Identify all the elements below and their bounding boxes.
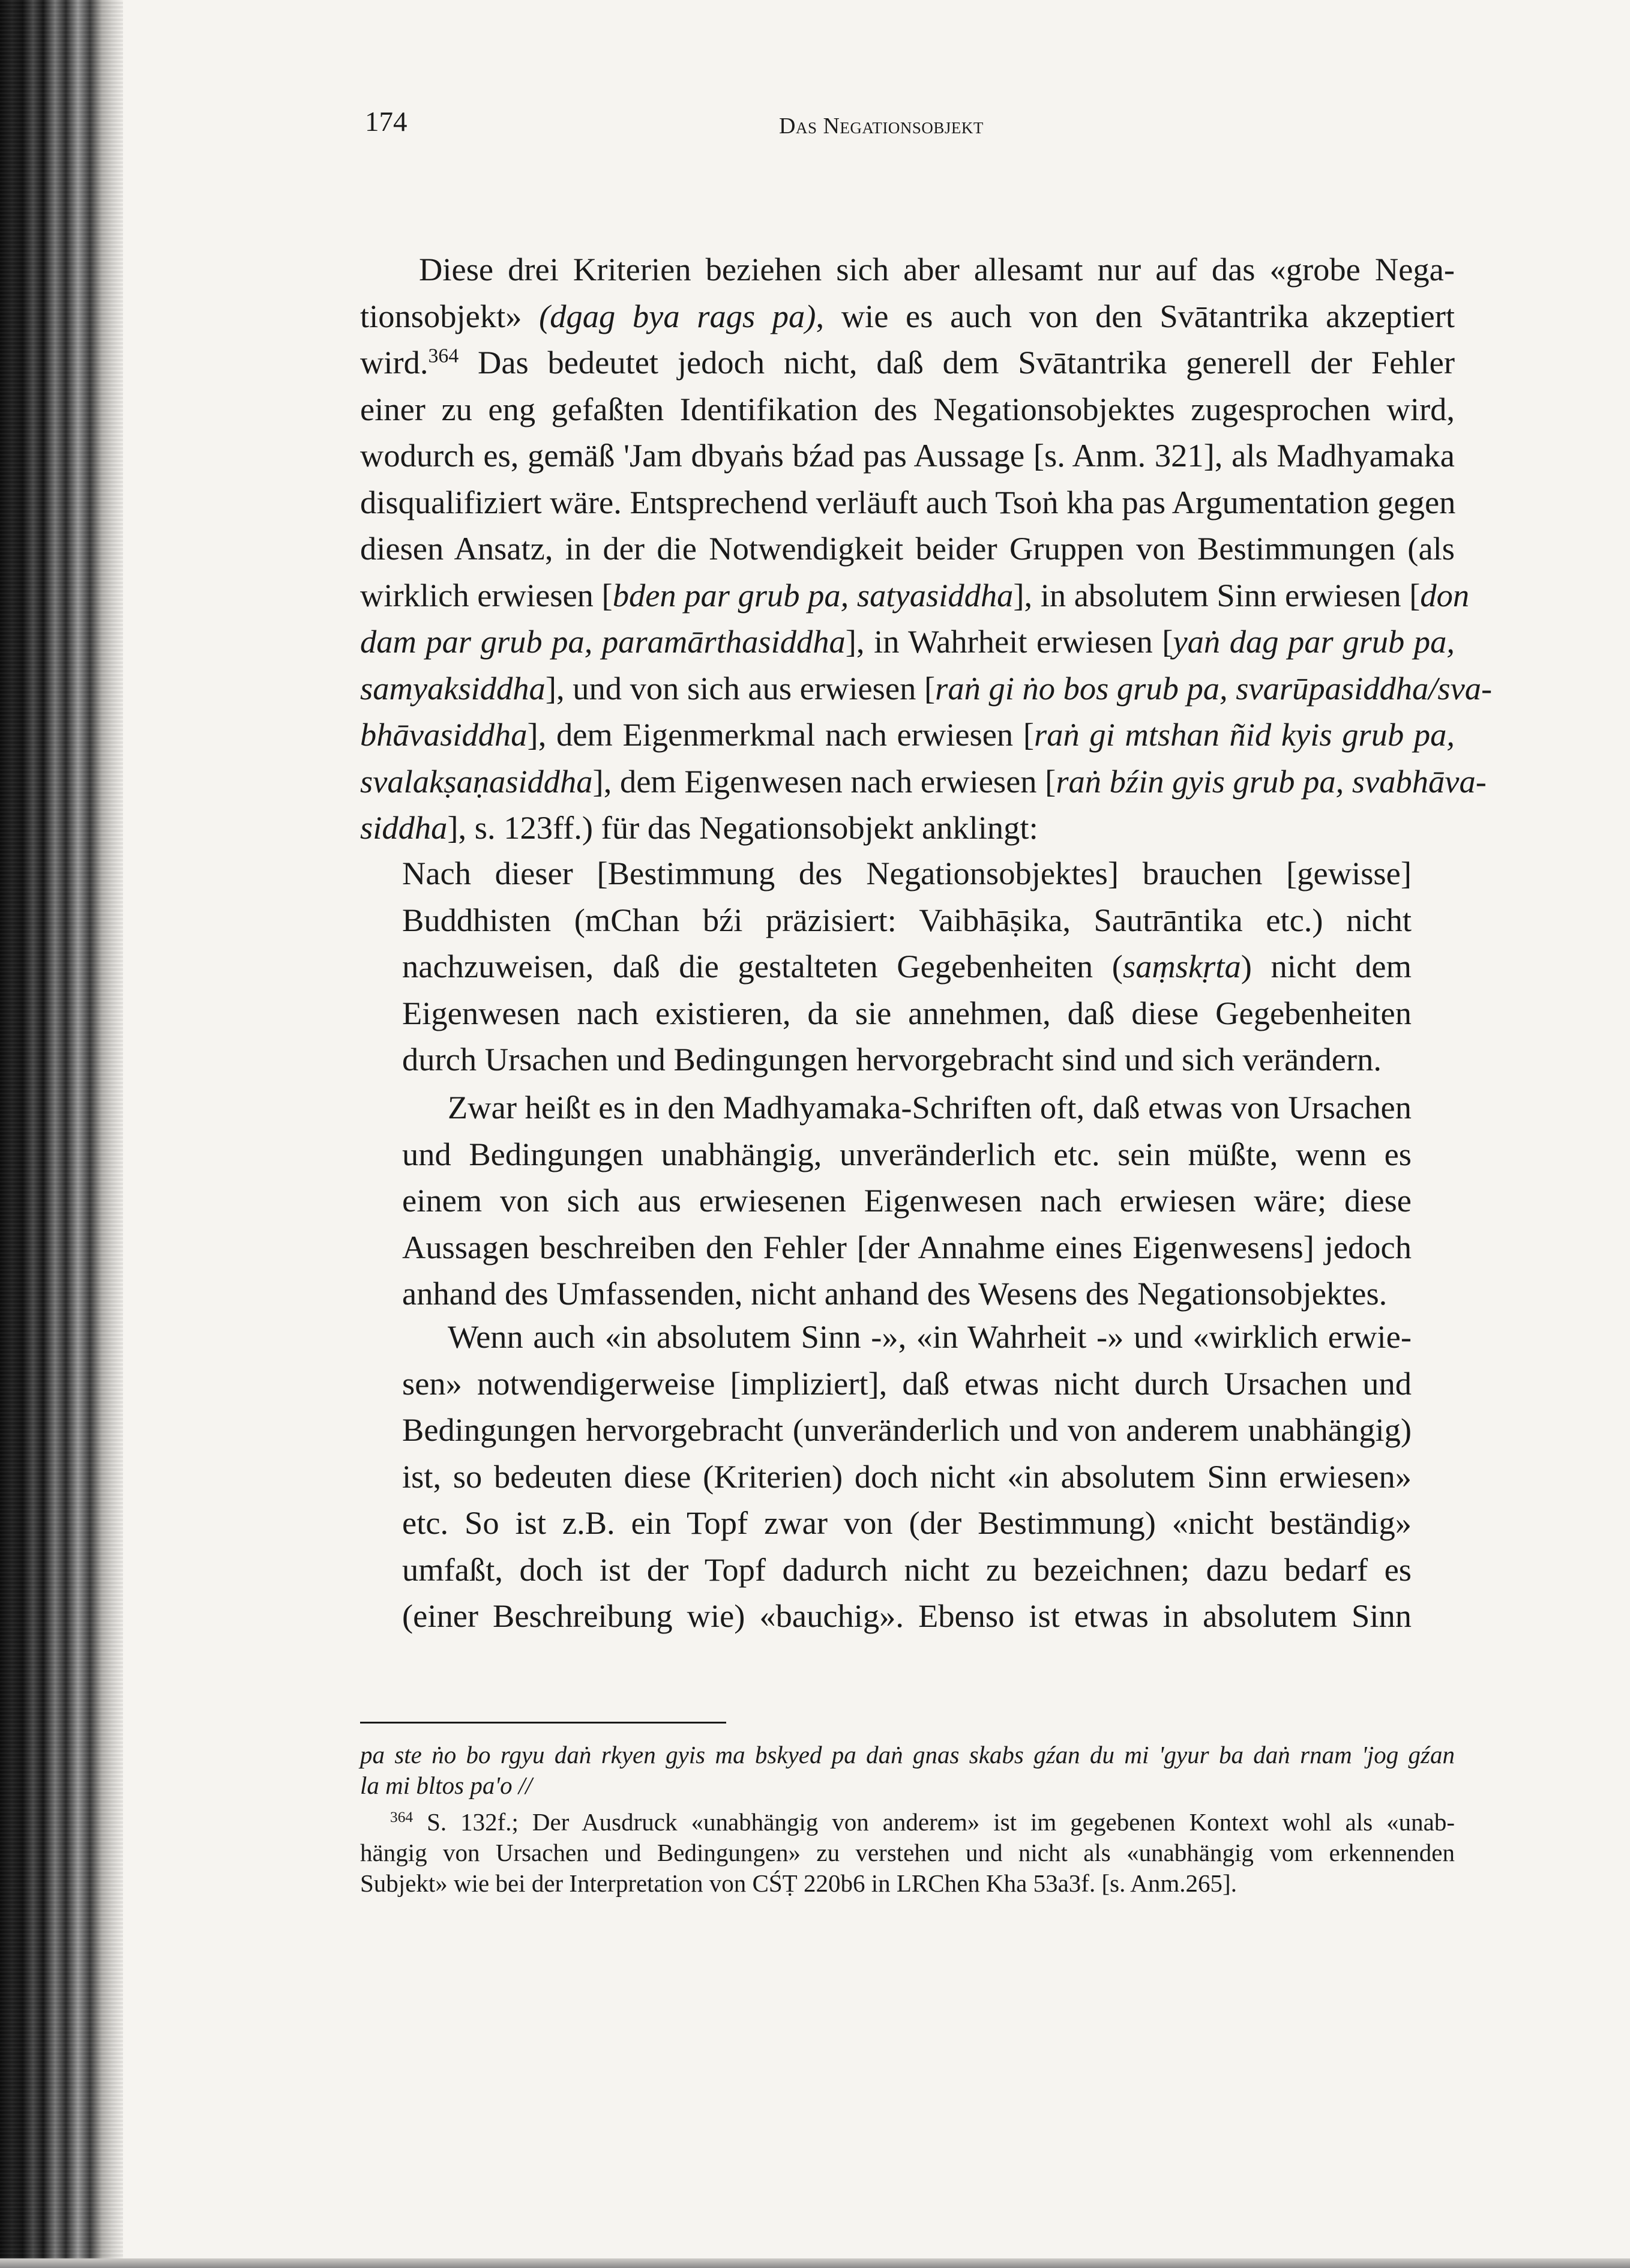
quote-line: durch Ursachen und Bedingungen hervorgebracht sind und sich verändern. <box>402 1041 1382 1078</box>
quote-line: sen» notwendigerweise [impliziert], daß etwas nicht durch Ursachen und <box>402 1365 1412 1402</box>
text-line: wirklich erwiesen [bden par grub pa, satyasiddha], in absolutem Sinn erwiesen [don <box>360 576 1470 614</box>
binding-shadow <box>0 0 123 2268</box>
quote-line: und Bedingungen unabhängig, unveränderlich etc. sein müßte, wenn es <box>402 1135 1412 1172</box>
quote-line: (einer Beschreibung wie) «bauchig». Ebenso ist etwas in absolutem Sinn <box>402 1597 1412 1634</box>
text-line: wird.$^{364}$ Das bedeutet jedoch nicht, daß dem Svātantrika generell der Fehler <box>360 344 1455 381</box>
quote-line: anhand des Umfassenden, nicht anhand des Wesens des Negationsobjektes. <box>402 1275 1388 1312</box>
footnote-number: 364 <box>390 1809 414 1826</box>
footnote-line: $^{364}$ S. 132f.; Der Ausdruck «unabhängig von anderem» ist im gegebenen Kontext wohl als «unab- <box>390 1808 1455 1836</box>
sanskrit-term: saṃskṛta <box>1122 948 1241 985</box>
quote-line: einem von sich aus erwiesenen Eigenwesen nach erwiesen wäre; diese <box>402 1182 1412 1219</box>
footnote-line: la mi bltos pa'o // <box>360 1772 532 1799</box>
footnote-364 <box>360 1807 1455 1899</box>
quote-line: Bedingungen hervorgebracht (unveränderlich und von anderem unabhängig) <box>402 1411 1412 1448</box>
quote-line: Wenn auch «in absolutem Sinn -», «in Wahrheit -» und «wirklich erwie- <box>448 1318 1412 1355</box>
page-number: 174 <box>365 106 408 137</box>
text-line: dam par grub pa, paramārthasiddha], in Wahrheit erwiesen [yaṅ dag par grub pa, <box>360 623 1455 660</box>
quote-line: umfaßt, doch ist der Topf dadurch nicht zu bezeichnen; dazu bedarf es <box>402 1551 1412 1588</box>
block-quote-1 <box>402 850 1412 1083</box>
text-line: Diese drei Kriterien beziehen sich aber allesamt nur auf das «grobe Nega- <box>419 251 1455 288</box>
quote-line: etc. So ist z.B. ein Topf zwar von (der Bestimmung) «nicht beständig» <box>402 1504 1412 1541</box>
text-line: diesen Ansatz, in der die Notwendigkeit beider Gruppen von Bestimmungen (als <box>360 530 1455 567</box>
text-line: einer zu eng gefaßten Identifikation des Negationsobjektes zugesprochen wird, <box>360 390 1455 427</box>
footnote-separator <box>360 1722 726 1724</box>
quote-line: Nach dieser [Bestimmung des Negationsobjektes] brauchen [gewisse] <box>402 855 1412 891</box>
quote-line: Buddhisten (mChan bźi präzisiert: Vaibhāṣika, Sautrāntika etc.) nicht <box>402 901 1412 938</box>
footnote-line: Subjekt» wie bei der Interpretation von CŚṬ 220b6 in LRChen Kha 53a3f. [s. Anm.265]. <box>360 1869 1237 1897</box>
text-line: samyaksiddha], und von sich aus erwiesen [raṅ gi ṅo bos grub pa, svarūpasiddha/sva- <box>360 669 1493 707</box>
quote-line: nachzuweisen, daß die gestalteten Gegebenheiten (saṃskṛta) nicht dem <box>402 948 1412 985</box>
main-paragraph <box>360 246 1493 851</box>
block-quote-2 <box>402 1084 1412 1317</box>
quote-line: ist, so bedeuten diese (Kriterien) doch nicht «in absolutem Sinn erwiesen» <box>402 1458 1412 1495</box>
quote-line: Eigenwesen nach existieren, da sie annehmen, daß diese Gegebenheiten <box>402 994 1412 1031</box>
quote-line: Aussagen beschreiben den Fehler [der Annahme eines Eigenwesens] jedoch <box>402 1228 1412 1265</box>
block-quote-3 <box>402 1313 1412 1639</box>
quote-line: Zwar heißt es in den Madhyamaka-Schriften oft, daß etwas von Ursachen <box>448 1089 1412 1126</box>
text-line: disqualifiziert wäre. Entsprechend verläuft auch Tsoṅ kha pas Argumentation gegen <box>360 483 1456 520</box>
text-line: wodurch es, gemäß 'Jam dbyaṅs bźad pas Aussage [s. Anm. 321], als Madhyamaka <box>360 437 1455 474</box>
footnote-ref-364[interactable]: 364 <box>428 345 459 367</box>
running-title: Das Negationsobjekt <box>779 113 984 139</box>
text-line: svalakṣaṇasiddha], dem Eigenwesen nach erwiesen [raṅ bźin gyis grub pa, svabhāva- <box>360 762 1487 800</box>
text-line: bhāvasiddha], dem Eigenmerkmal nach erwiesen [raṅ gi mtshan ñid kyis grub pa, <box>360 716 1455 753</box>
page-bottom-edge <box>0 2258 1630 2268</box>
text-line: tionsobjekt» (dgag bya rags pa), wie es auch von den Svātantrika akzeptiert <box>360 297 1455 334</box>
text-line: siddha], s. 123ff.) für das Negationsobjekt anklingt: <box>360 809 1038 846</box>
footnote-continuation <box>360 1740 1455 1801</box>
footnote-line: pa ste ṅo bo rgyu daṅ rkyen gyis ma bskyed pa daṅ gnas skabs gźan du mi 'gyur ba daṅ rnam 'jog gźan <box>360 1741 1455 1769</box>
footnote-line: hängig von Ursachen und Bedingungen» zu verstehen und nicht als «unabhängig vom erkennenden <box>360 1839 1455 1866</box>
